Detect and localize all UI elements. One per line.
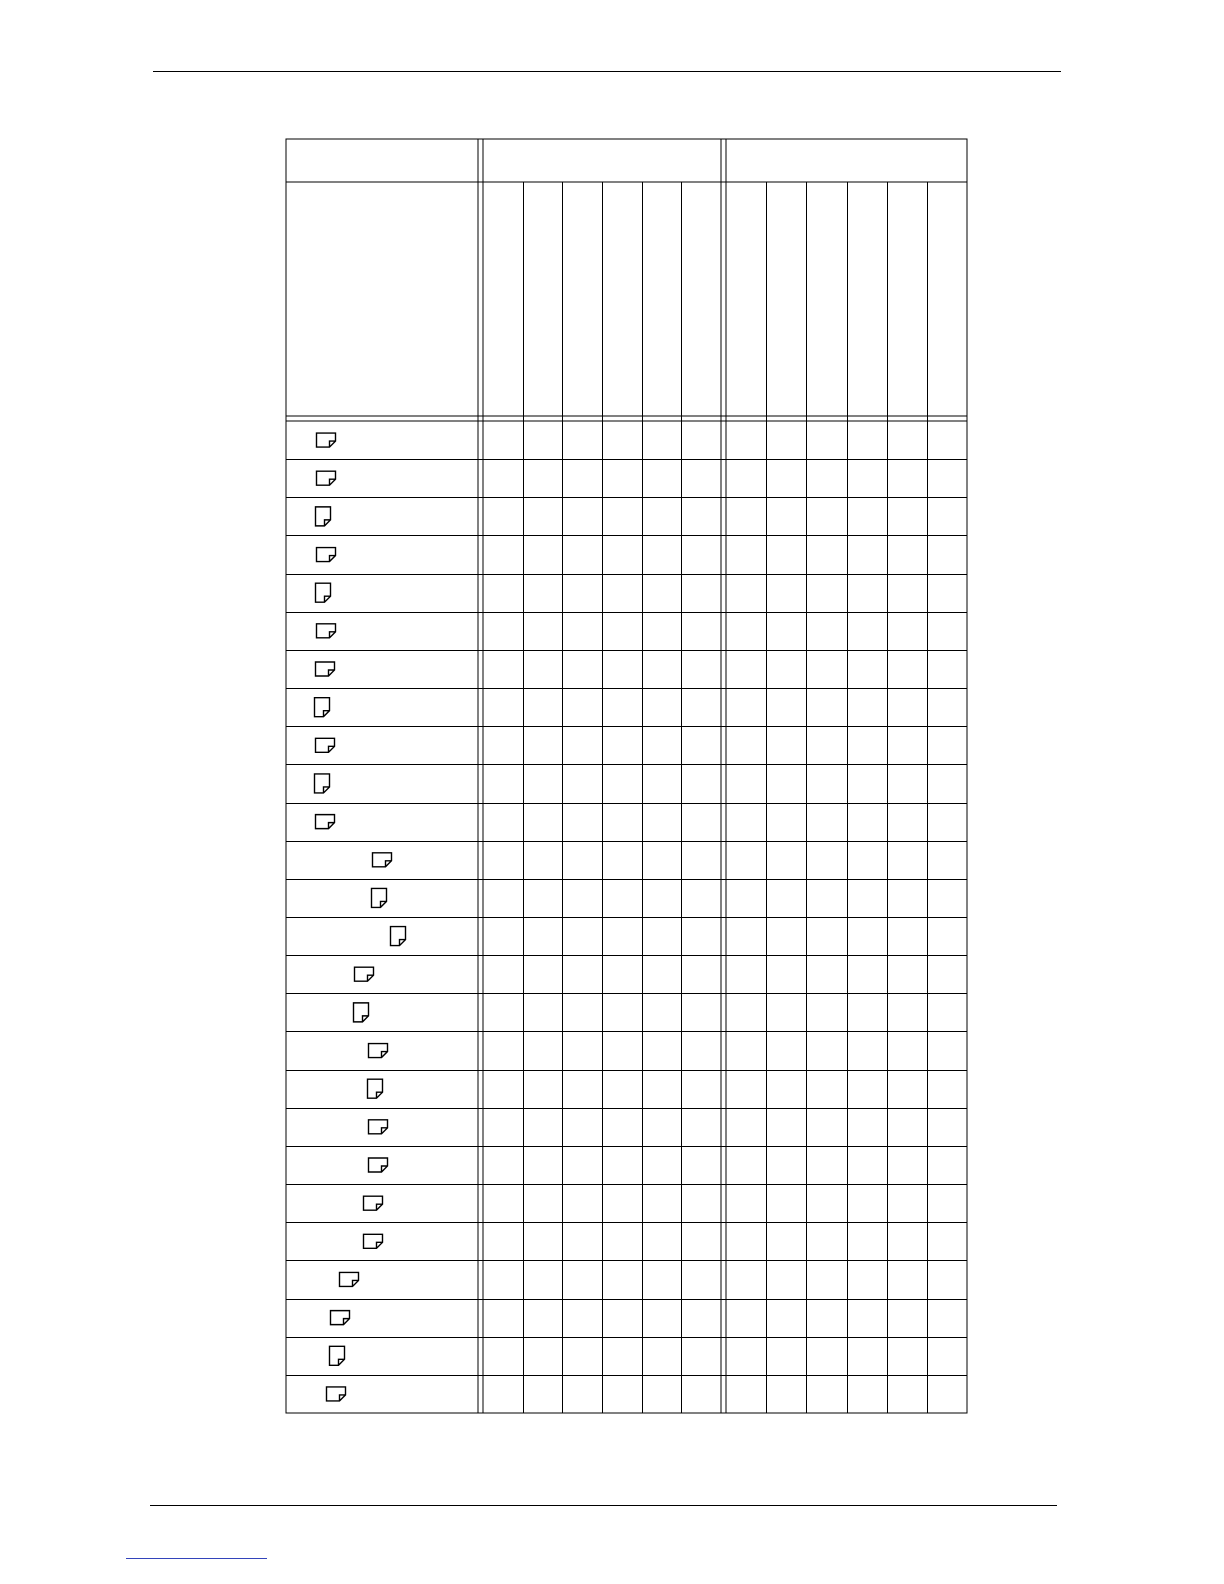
landscape-paper-icon bbox=[327, 1387, 346, 1401]
footer-rule bbox=[150, 1505, 1057, 1506]
portrait-paper-icon bbox=[316, 583, 331, 602]
landscape-paper-icon bbox=[316, 662, 335, 676]
landscape-paper-icon bbox=[373, 853, 392, 867]
portrait-paper-icon bbox=[372, 888, 387, 907]
portrait-paper-icon bbox=[316, 507, 331, 526]
footer-link-underline[interactable] bbox=[126, 1558, 267, 1559]
landscape-paper-icon bbox=[369, 1044, 388, 1058]
landscape-paper-icon bbox=[340, 1272, 359, 1286]
portrait-paper-icon bbox=[368, 1079, 383, 1098]
portrait-paper-icon bbox=[315, 774, 330, 793]
landscape-paper-icon bbox=[331, 1311, 350, 1325]
landscape-paper-icon bbox=[317, 471, 336, 485]
landscape-paper-icon bbox=[316, 738, 335, 752]
landscape-paper-icon bbox=[364, 1196, 383, 1210]
landscape-paper-icon bbox=[316, 815, 335, 829]
portrait-paper-icon bbox=[354, 1003, 369, 1022]
landscape-paper-icon bbox=[317, 548, 336, 562]
landscape-paper-icon bbox=[364, 1234, 383, 1248]
portrait-paper-icon bbox=[330, 1346, 345, 1365]
table-border bbox=[286, 139, 967, 1413]
landscape-paper-icon bbox=[317, 433, 336, 447]
landscape-paper-icon bbox=[369, 1158, 388, 1172]
portrait-paper-icon bbox=[315, 698, 330, 717]
landscape-paper-icon bbox=[355, 967, 374, 981]
landscape-paper-icon bbox=[317, 624, 336, 638]
landscape-paper-icon bbox=[369, 1120, 388, 1134]
portrait-paper-icon bbox=[391, 927, 406, 946]
